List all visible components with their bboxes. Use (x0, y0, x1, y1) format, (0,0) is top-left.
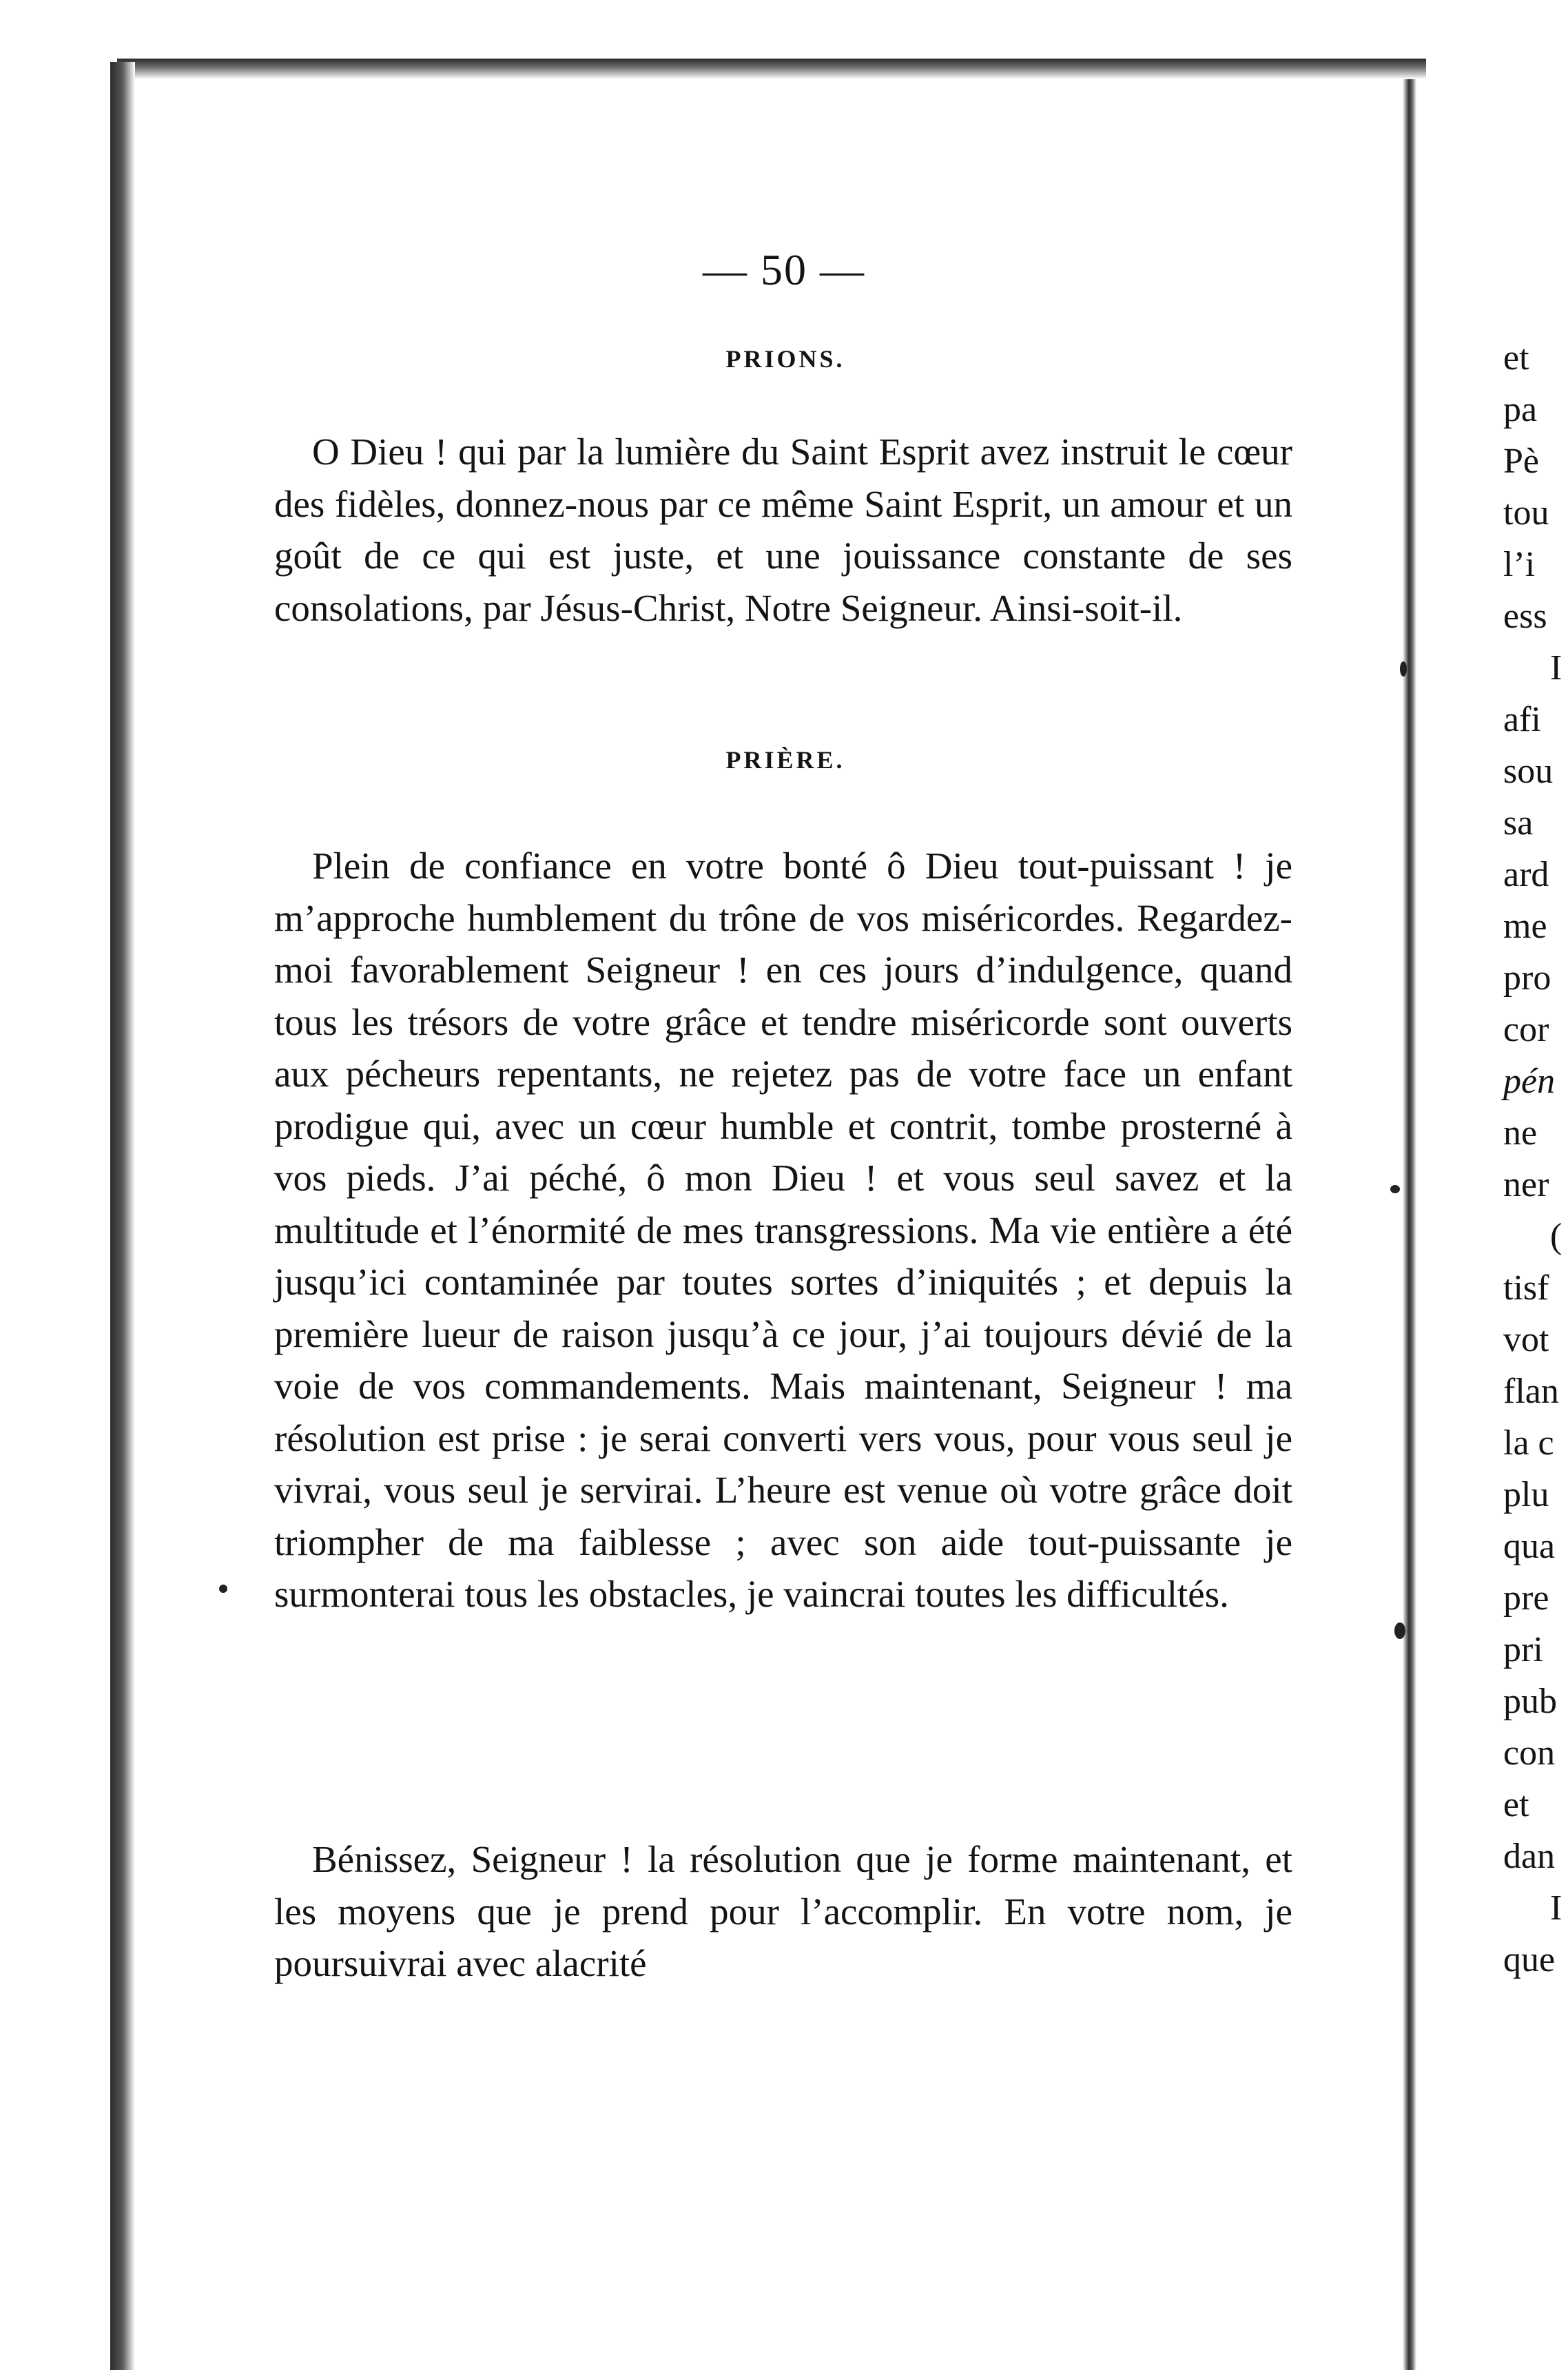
facing-fragment: ess (1503, 597, 1547, 636)
scan-left-edge (110, 62, 135, 2370)
facing-fragment: ( (1550, 1217, 1562, 1256)
facing-fragment: la c (1503, 1423, 1554, 1463)
facing-fragment: pri (1503, 1630, 1543, 1669)
paragraph-priere: Plein de confiance en votre bonté ô Dieu tout-puissant ! je m’approche humblement du trône de vos miséricordes. Regardez-moi favorablement Seigneur ! en ces jours d’indulgence, quand tous les trésors de votre grâce et tendre miséricorde sont ouverts aux pécheurs repentants, ne rejetez pas de votre face un enfant prodigue qui, avec un cœur humble et contrit, tombe prosterné à vos pieds. J’ai péché, ô mon Dieu ! et vous seul savez et la multitude et l’énormité de mes transgressions. Ma vie entière a été jusqu’ici contaminée par toutes sortes d’iniquités ; et depuis la première lueur de raison jusqu’à ce jour, j’ai toujours dévié de la voie de vos commandements. Mais maintenant, Seigneur ! ma résolution est prise : je serai converti vers vous, pour vous seul je vivrai, vous seul je servirai. L’heure est venue où votre grâce doit triompher de ma faiblesse ; avec son aide tout-puissante je surmonterai tous les obstacles, je vaincrai toutes les difficultés. (274, 845, 1292, 1615)
speck-3 (1390, 1185, 1400, 1193)
facing-fragment: pa (1503, 390, 1538, 429)
facing-fragment: pub (1503, 1682, 1557, 1721)
facing-fragment: pre (1503, 1578, 1549, 1618)
facing-fragment: plu (1503, 1475, 1549, 1514)
book-gutter (1403, 79, 1416, 2370)
facing-fragment: que (1503, 1940, 1556, 1979)
facing-fragment: sou (1503, 752, 1554, 791)
heading-prions: PRIONS. (725, 345, 845, 373)
facing-fragment: Pè (1503, 442, 1539, 481)
scan-top-edge (117, 59, 1426, 79)
paragraph-benissez: Bénissez, Seigneur ! la résolution que je forme maintenant, et les moyens que je prend pour l’accomplir. En votre nom, je poursuivrai avec alacrité (274, 1838, 1292, 1984)
page-number: — 50 — (703, 245, 865, 294)
facing-fragment: cor (1503, 1010, 1549, 1049)
heading-priere: PRIÈRE. (725, 746, 845, 774)
facing-fragment: pén (1503, 1062, 1556, 1101)
facing-fragment: con (1503, 1733, 1556, 1773)
facing-fragment: ne (1503, 1113, 1538, 1153)
facing-fragment: et (1503, 338, 1529, 378)
facing-fragment: afi (1503, 700, 1541, 739)
facing-fragment: tou (1503, 493, 1549, 533)
facing-fragment: flan (1503, 1372, 1559, 1411)
facing-fragment: ard (1503, 855, 1549, 894)
facing-fragment: tisf (1503, 1268, 1549, 1308)
facing-fragment: pro (1503, 958, 1551, 998)
facing-fragment: me (1503, 907, 1547, 946)
facing-fragment: ner (1503, 1165, 1549, 1204)
facing-fragment: l’i (1503, 545, 1536, 584)
facing-fragment: vot (1503, 1320, 1549, 1359)
speck-4 (1394, 1622, 1405, 1639)
paragraph-prions: O Dieu ! qui par la lumière du Saint Esprit avez instruit le cœur des fidèles, donnez-nous par ce même Saint Esprit, un amour et un goût de ce qui est juste, et une jouissance constante de ses consolations, par Jésus-Christ, Notre Seigneur. Ainsi-soit-il. (274, 431, 1292, 629)
facing-fragment: dan (1503, 1837, 1556, 1876)
facing-fragment: qua (1503, 1527, 1556, 1566)
facing-fragment: et (1503, 1785, 1529, 1824)
facing-fragment: I (1550, 648, 1562, 688)
facing-fragment: sa (1503, 803, 1534, 843)
speck-2 (1400, 661, 1407, 677)
speck-1 (219, 1585, 227, 1593)
facing-fragment: I (1550, 1888, 1562, 1928)
